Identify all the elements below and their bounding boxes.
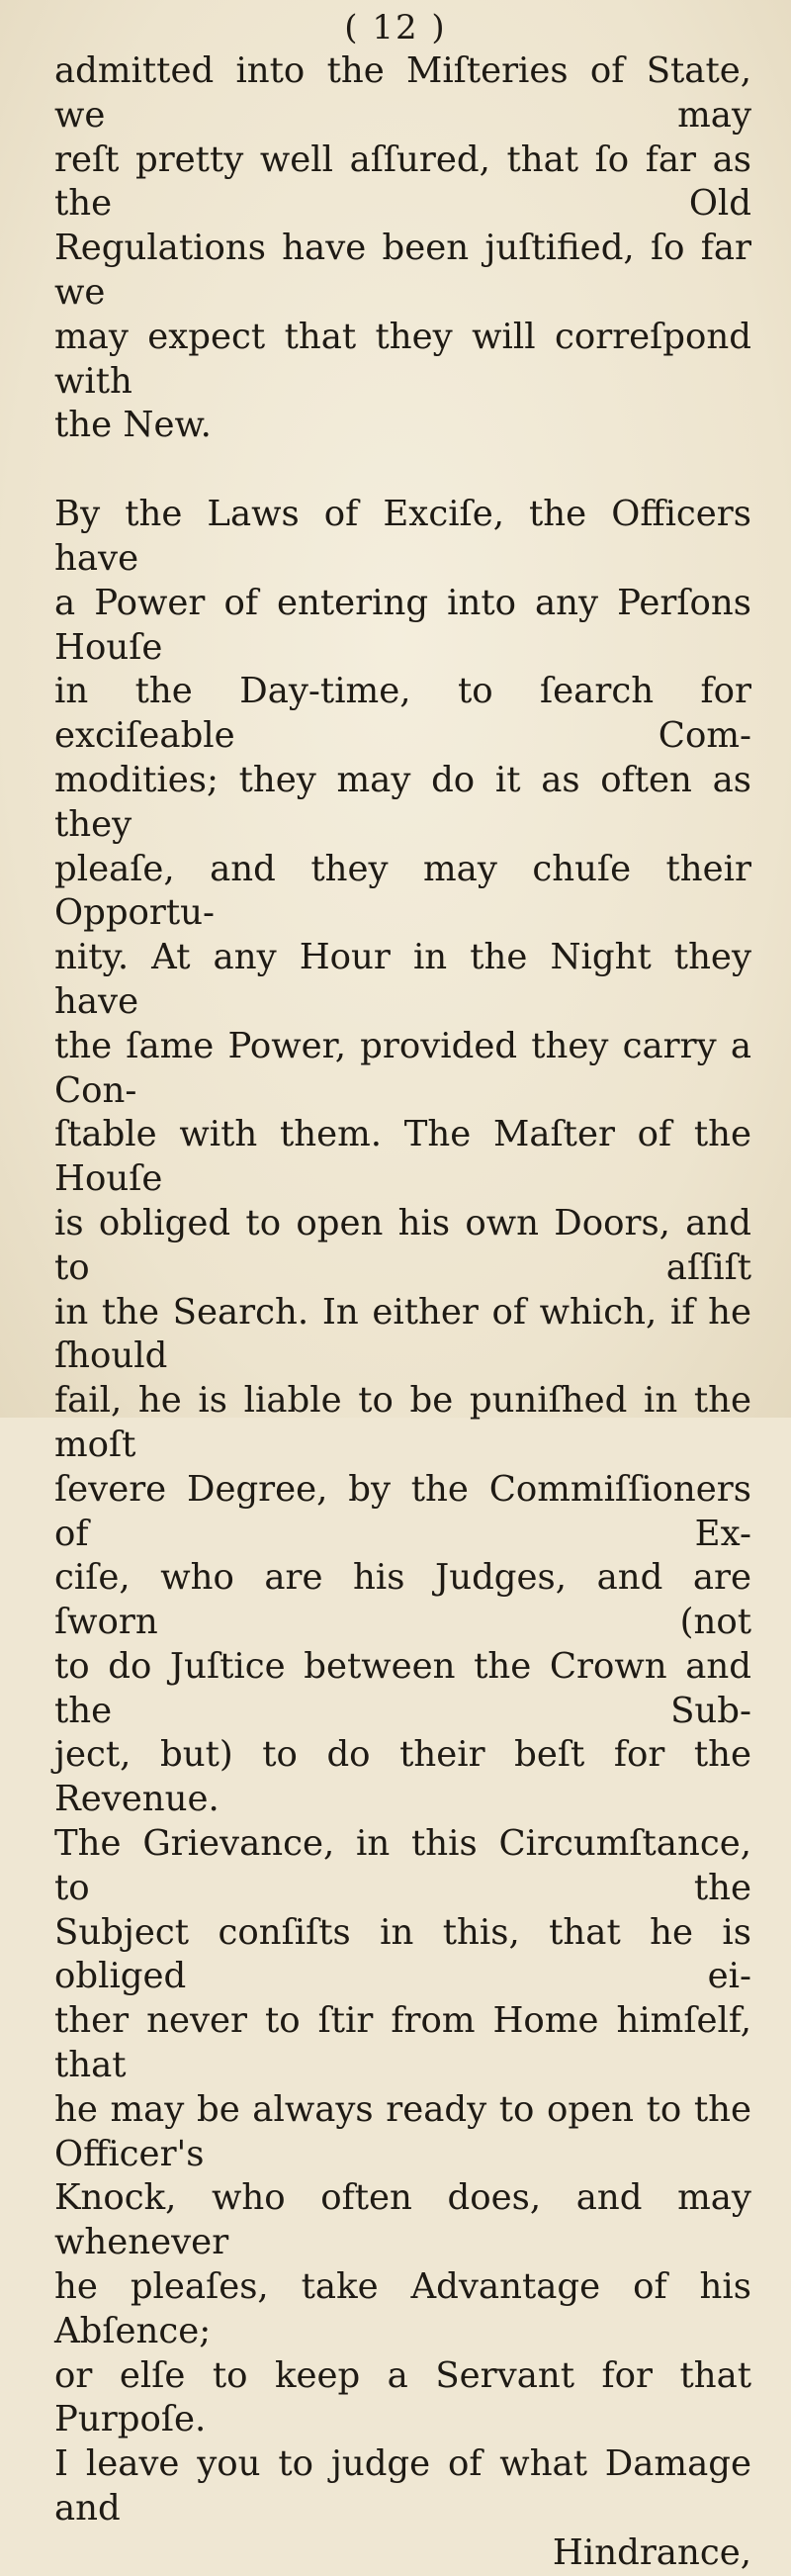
text-line: ther never to ſtir from Home himſelf, that <box>54 2000 751 2086</box>
text-line: he may be always ready to open to the Officer's <box>54 2088 751 2174</box>
text-line: to do Juſtice between the Crown and the Sub- <box>54 1645 751 1731</box>
page-number: ( 12 ) <box>344 8 447 47</box>
text-line: the ſame Power, provided they carry a Con- <box>54 1025 751 1111</box>
text-line: fail, he is liable to be puniſhed in the moſt <box>54 1380 751 1465</box>
text-line: may expect that they will correſpond with <box>54 316 751 402</box>
paragraph-gap <box>54 448 751 493</box>
page-text <box>54 49 751 2576</box>
text-line: The Grievance, in this Circumſtance, to the <box>54 1823 751 1908</box>
paragraph-2 <box>54 493 751 2531</box>
text-line: in the Search. In either of which, if he ſhould <box>54 1291 751 1377</box>
text-line: I leave you to judge of what Damage and <box>54 2443 751 2530</box>
text-line: is obliged to open his own Doors, and to aſſiſt <box>54 1202 751 1288</box>
text-line: he pleaſes, take Advantage of his Abſence; <box>54 2266 751 2351</box>
text-line: By the Laws of Exciſe, the Officers have <box>54 494 751 579</box>
text-line: or elſe to keep a Servant for that Purpoſe. <box>54 2354 751 2440</box>
catchword: Hindrance, <box>552 2531 751 2573</box>
text-line: the New. <box>54 405 212 446</box>
text-line: modities; they may do it as often as they <box>54 759 751 845</box>
text-line: in the Day-time, to ſearch for exciſeable Com- <box>54 671 751 757</box>
text-line: ciſe, who are his Judges, and are ſworn (not <box>54 1557 751 1643</box>
text-line: nity. At any Hour in the Night they have <box>54 937 751 1022</box>
text-line: ſevere Degree, by the Commiſſioners of Ex- <box>54 1468 751 1554</box>
paragraph-1 <box>54 49 751 448</box>
text-line: pleaſe, and they may chuſe their Opportu- <box>54 848 751 934</box>
text-line: reſt pretty well aſſured, that ſo far as the Old <box>54 138 751 225</box>
text-line: a Power of entering into any Perſons Houſe <box>54 582 751 668</box>
text-line: Subject conſiſts in this, that he is obliged ei- <box>54 1911 751 1997</box>
text-line: ject, but) to do their beſt for the Revenue. <box>54 1734 751 1820</box>
text-line: admitted into the Miſteries of State, we may <box>54 50 751 136</box>
text-line: Knock, who often does, and may whenever <box>54 2177 751 2263</box>
text-line: ſtable with them. The Maſter of the Houſe <box>54 1114 751 1200</box>
text-line: Regulations have been juſtified, ſo far we <box>54 228 751 313</box>
